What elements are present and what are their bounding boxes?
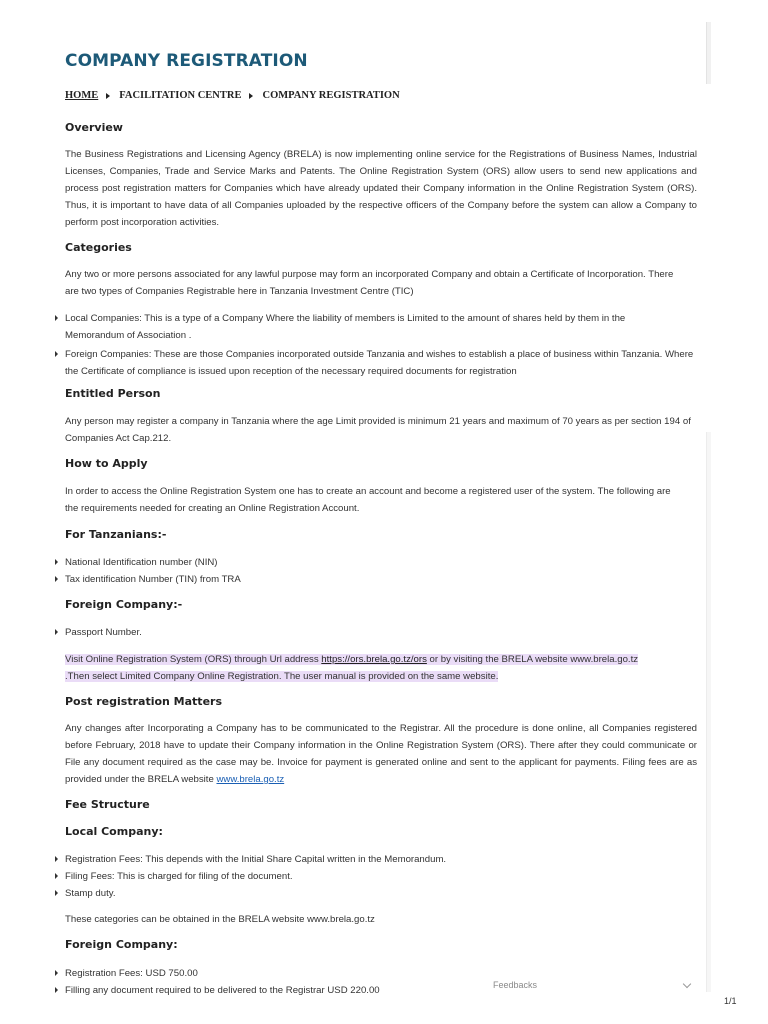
foreign-fee-heading: Foreign Company:: [65, 938, 178, 951]
breadcrumb-current: COMPANY REGISTRATION: [262, 90, 400, 101]
bullet-icon: [55, 970, 58, 976]
tanzanians-heading: For Tanzanians:-: [65, 528, 167, 541]
local-heading: Local Company:: [65, 825, 163, 838]
post-heading: Post registration Matters: [65, 695, 223, 708]
breadcrumb: [65, 90, 400, 101]
local-list: [55, 851, 705, 902]
list-item: Filing Fees: This is charged for filing of the document.: [55, 868, 705, 885]
bullet-icon: [55, 890, 58, 896]
ors-url-link[interactable]: https://ors.brela.go.tz/ors: [321, 654, 427, 665]
list-item: Registration Fees: USD 750.00: [55, 965, 475, 982]
chevron-down-icon: [683, 979, 691, 987]
bullet-icon: [55, 629, 58, 635]
ors-note: Visit Online Registration System (ORS) through Url address https://ors.brela.go.tz/ors or by visiting the BRELA website www.brela.go.tz .Then select Limited Company Online Registration. The user manual is provided on the same website.: [65, 654, 639, 682]
bullet-icon: [55, 856, 58, 862]
caret-right-icon: [106, 93, 110, 99]
list-item: Stamp duty.: [55, 885, 705, 902]
list-item: Passport Number.: [55, 624, 705, 641]
apply-heading: How to Apply: [65, 457, 148, 470]
post-text: Any changes after Incorporating a Company has to be communicated to the Registrar. All the procedure is done online, all Companies registered before February, 2018 have to update their Company information in the Online Registration System (ORS). There after they could communicate or File any document required as the case may be. Invoice for payment is generated online and sent to the applicant for payments. Filing fees are as provided under the BRELA website www.brela.go.tz: [65, 723, 697, 785]
local-note: These categories can be obtained in the BRELA website www.brela.go.tz: [65, 914, 375, 925]
foreign-heading: Foreign Company:-: [65, 598, 183, 611]
categories-list: [55, 310, 694, 380]
breadcrumb-home-link[interactable]: HOME: [65, 90, 99, 101]
page-title: COMPANY REGISTRATION: [65, 51, 308, 71]
apply-text: In order to access the Online Registration System one has to create an account and become a registered user of the system. The following are the requirements needed for creating an Online Registration Account.: [65, 486, 671, 514]
bullet-icon: [55, 576, 58, 582]
fee-heading: Fee Structure: [65, 798, 150, 811]
list-item: Filling any document required to be delivered to the Registrar USD 220.00: [55, 982, 475, 999]
entitled-text: Any person may register a company in Tanzania where the age Limit provided is minimum 21 years and maximum of 70 years as per section 194 of Companies Act Cap.212.: [65, 416, 691, 444]
list-item: Foreign Companies: These are those Companies incorporated outside Tanzania and wishes to establish a place of business within Tanzania. Where the Certificate of compliance is issued upon reception of the necessary required documents for registration: [55, 346, 695, 380]
bullet-icon: [55, 351, 58, 357]
feedbacks-label: Feedbacks: [493, 980, 538, 990]
overview-section: [65, 121, 697, 134]
categories-text: Any two or more persons associated for any lawful purpose may form an incorporated Company and obtain a Certificate of Incorporation. There are two types of Companies Registrable here in Tanzania Investment Centre (TIC): [65, 269, 674, 297]
bullet-icon: [55, 987, 58, 993]
top-scrollbar[interactable]: [706, 22, 711, 84]
bullet-icon: [55, 873, 58, 879]
feedbacks-toggle[interactable]: [493, 977, 698, 993]
bullet-icon: [55, 315, 58, 321]
overview-heading: Overview: [65, 121, 123, 134]
entitled-heading: Entitled Person: [65, 387, 161, 400]
foreign-list: [55, 624, 705, 641]
page-counter: 1/1: [724, 996, 737, 1006]
bullet-icon: [55, 559, 58, 565]
caret-right-icon: [249, 93, 253, 99]
foreign-fee-list: [55, 965, 475, 999]
side-scrollbar[interactable]: [706, 432, 711, 992]
list-item: Registration Fees: This depends with the Initial Share Capital written in the Memorandum.: [55, 851, 705, 868]
list-item: Local Companies: This is a type of a Company Where the liability of members is Limited to the amount of shares held by them in the Memorandum of Association .: [55, 310, 655, 344]
brela-website-link[interactable]: www.brela.go.tz: [216, 774, 285, 785]
list-item: National Identification number (NIN): [55, 554, 705, 571]
overview-text: The Business Registrations and Licensing Agency (BRELA) is now implementing online service for the Registrations of Business Names, Industrial Licenses, Companies, Trade and Service Marks and Patents. The Online Registration System (ORS) allow users to send new applications and process post registration matters for Companies which have already updated their Company information in the Online Registration System (ORS). Thus, it is important to have data of all Companies uploaded by the respective officers of the Company before the system can allow a Company to perform post incorporation activities.: [65, 149, 697, 228]
categories-heading: Categories: [65, 241, 132, 254]
list-item: Tax identification Number (TIN) from TRA: [55, 571, 705, 588]
breadcrumb-facilitation-link[interactable]: FACILITATION CENTRE: [119, 90, 242, 101]
tanzanians-list: [55, 554, 705, 588]
